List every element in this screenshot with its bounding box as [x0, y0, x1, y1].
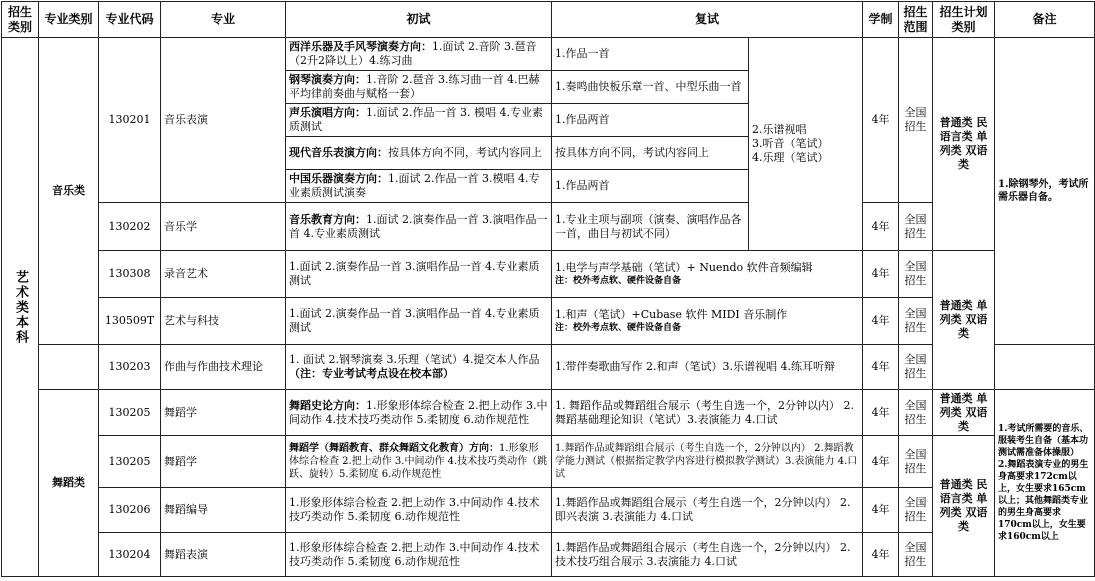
table-row — [2, 345, 1095, 390]
scope-cell: 全国招生 — [899, 251, 933, 298]
shared-retest-item: 3.听音（笔试） — [752, 137, 829, 150]
header-remark: 备注 — [995, 2, 1095, 38]
major-name: 音乐表演 — [161, 38, 286, 203]
table-row — [2, 390, 1095, 436]
scope-cell: 全国招生 — [899, 298, 933, 345]
prelim-cell — [286, 436, 552, 488]
prelim-text: 1.面试 2.作品一首 3. 模唱 4.专业素质测试 — [289, 106, 543, 133]
prelim-text: 按具体方向不同，考试内容同上 — [388, 146, 542, 159]
prelim-text: 1.形象形体综合检查 2.把上动作 3.中间动作 4.技术技巧类动作（跳跃、旋转）5.柔韧度 6.动作规范性 — [289, 443, 548, 480]
plan-type-cell: 普通类 民语言类 单列类 双语类 — [933, 436, 995, 577]
prelim-cell — [286, 137, 552, 170]
duration-cell: 4年 — [863, 488, 899, 533]
retest-cell: 1.舞蹈作品或舞蹈组合展示（考生自选一个，2分钟以内） 2.即兴表演 3.表演能力 4.口试 — [552, 488, 863, 533]
retest-cell: 1.奏鸣曲快板乐章一首、中型乐曲一首 — [552, 71, 749, 104]
prelim-cell — [286, 71, 552, 104]
scope-cell: 全国招生 — [899, 203, 933, 251]
plan-type-cell: 普通类 单列类 双语类 — [933, 390, 995, 436]
direction-label: 声乐演唱方向： — [289, 106, 366, 119]
prelim-cell — [286, 203, 552, 251]
retest-cell: 1. 舞蹈作品或舞蹈组合展示（考生自选一个，2分钟以内） 2.舞蹈基础理论知识（笔试）3.表演能力 4.口试 — [552, 390, 863, 436]
duration-cell: 4年 — [863, 345, 899, 390]
prelim-text: 1.面试 2.作品一首 3.模唱 4.专业素质测试演奏 — [289, 172, 540, 199]
plan-type-cell: 普通类 单列类 双语类 — [933, 251, 995, 390]
retest-cell: 1.专业主项与副项（演奏、演唱作品各一首，曲目与初试不同） — [552, 203, 749, 251]
prelim-cell — [286, 38, 552, 71]
prelim-cell: 1.面试 2.演奏作品一首 3.演唱作品一首 4.专业素质测试 — [286, 298, 552, 345]
code-cell: 130509T — [99, 298, 161, 345]
direction-label: 西洋乐器及手风琴演奏方向： — [289, 40, 432, 53]
admissions-table — [1, 1, 1095, 577]
prelim-note: （注：专业考试考点设在校本部） — [289, 367, 454, 380]
prelim-cell — [286, 390, 552, 436]
direction-label: 现代音乐表演方向： — [289, 146, 388, 159]
duration-cell: 4年 — [863, 298, 899, 345]
prelim-cell — [286, 104, 552, 137]
table-row — [2, 251, 1095, 298]
header-prelim: 初试 — [286, 2, 552, 38]
table-row — [2, 436, 1095, 488]
code-cell: 130205 — [99, 390, 161, 436]
table-row — [2, 203, 1095, 251]
direction-label: 舞蹈学（舞蹈教育、群众舞蹈文化教育）方向： — [289, 443, 499, 454]
header-plan-type: 招生计划类别 — [933, 2, 995, 38]
scope-cell: 全国招生 — [899, 488, 933, 533]
duration-cell: 4年 — [863, 436, 899, 488]
code-cell: 130203 — [99, 345, 161, 390]
header-major: 专业 — [161, 2, 286, 38]
remark-cell: 1.考试所需要的音乐、服装考生自备（基本功测试需准备体操服） 2.舞蹈表演专业的男生身高要求172cm以上，女生要求165cm以上；其他舞蹈类专业的男生身高要求170cm以上，女生要求160cm以上 — [995, 390, 1095, 577]
table-row — [2, 38, 1095, 71]
header-duration: 学制 — [863, 2, 899, 38]
prelim-text: 1.面试 2.音阶 3.琶音（2升2降以上）4.练习曲 — [289, 40, 537, 67]
major-type-music: 音乐类 — [39, 38, 99, 345]
shared-retest-item: 4.乐理（笔试） — [752, 151, 829, 164]
code-cell: 130206 — [99, 488, 161, 533]
major-name: 作曲与作曲技术理论 — [161, 345, 286, 390]
header-code: 专业代码 — [99, 2, 161, 38]
code-cell: 130205 — [99, 436, 161, 488]
prelim-cell: 1.形象形体综合检查 2.把上动作 3.中间动作 4.技术技巧类动作 5.柔韧度 6.动作规范性 — [286, 533, 552, 577]
retest-note: 注：校外考点软、硬件设备自备 — [555, 276, 682, 286]
scope-cell: 全国招生 — [899, 533, 933, 577]
major-name: 录音艺术 — [161, 251, 286, 298]
retest-cell: 1.作品两首 — [552, 104, 749, 137]
prelim-cell: 1.面试 2.演奏作品一首 3.演唱作品一首 4.专业素质测试 — [286, 251, 552, 298]
direction-label: 钢琴演奏方向： — [289, 73, 366, 86]
shared-retest-item: 2.乐谱视唱 — [752, 123, 807, 136]
header-scope: 招生范围 — [899, 2, 933, 38]
major-name: 音乐学 — [161, 203, 286, 251]
retest-cell — [552, 251, 863, 298]
prelim-text: 1.面试 2.演奏作品一首 3.演唱作品一首 4.专业素质测试 — [289, 212, 548, 240]
prelim-cell — [286, 170, 552, 203]
header-category: 招生类别 — [2, 2, 39, 38]
code-cell: 130308 — [99, 251, 161, 298]
code-cell: 130204 — [99, 533, 161, 577]
major-name: 舞蹈学 — [161, 390, 286, 436]
direction-label: 音乐教育方向： — [289, 212, 366, 226]
table-row — [2, 298, 1095, 345]
retest-cell: 按具体方向不同，考试内容同上 — [552, 137, 749, 170]
direction-label: 中国乐器演奏方向： — [289, 172, 388, 185]
direction-label: 舞蹈史论方向： — [289, 398, 366, 412]
major-name: 艺术与科技 — [161, 298, 286, 345]
retest-cell: 1.带伴奏歌曲写作 2.和声（笔试）3.乐谱视唱 4.练耳听辩 — [552, 345, 863, 390]
retest-note: 注：校外考点软、硬件设备自备 — [555, 323, 682, 333]
major-name: 舞蹈编导 — [161, 488, 286, 533]
header-major-type: 专业类别 — [39, 2, 99, 38]
table-header-row — [2, 2, 1095, 38]
scope-cell: 全国招生 — [899, 345, 933, 390]
scope-cell: 全国招生 — [899, 38, 933, 203]
duration-cell: 4年 — [863, 533, 899, 577]
major-name: 舞蹈学 — [161, 436, 286, 488]
major-type-dance: 舞蹈类 — [39, 390, 99, 577]
plan-type-cell: 普通类 民语言类 单列类 双语类 — [933, 38, 995, 251]
remark-empty — [995, 345, 1095, 390]
code-cell: 130202 — [99, 203, 161, 251]
header-retest: 复试 — [552, 2, 863, 38]
code-cell: 130201 — [99, 38, 161, 203]
remark-cell: 1.除钢琴外，考试所需乐器自备。 — [995, 38, 1095, 345]
retest-cell: 1.舞蹈作品或舞蹈组合展示（考生自选一个，2分钟以内） 2.舞蹈教学能力测试（根据指定教学内容进行模拟教学测试）3.表演能力 4.口试 — [552, 436, 863, 488]
retest-cell: 1.舞蹈作品或舞蹈组合展示（考生自选一个，2分钟以内） 2.技术技巧组合展示 3.表演能力 4.口试 — [552, 533, 863, 577]
prelim-text: 1.形象形体综合检查 2.把上动作 3.中间动作 4.技术技巧类动作 5.柔韧度 6.动作规范性 — [289, 398, 548, 426]
scope-cell: 全国招生 — [899, 436, 933, 488]
prelim-text: 1. 面试 2.钢琴演奏 3.乐理（笔试）4.提交本人作品 — [289, 353, 540, 366]
retest-cell — [552, 298, 863, 345]
duration-cell: 4年 — [863, 251, 899, 298]
table-row — [2, 533, 1095, 577]
prelim-text: 1.音阶 2.琶音 3.练习曲一首 4.巴赫平均律前奏曲与赋格一套） — [289, 73, 540, 100]
duration-cell: 4年 — [863, 203, 899, 251]
prelim-cell: 1.形象形体综合检查 2.把上动作 3.中间动作 4.技术技巧类动作 5.柔韧度 6.动作规范性 — [286, 488, 552, 533]
table-row — [2, 488, 1095, 533]
major-name: 舞蹈表演 — [161, 533, 286, 577]
duration-cell: 4年 — [863, 390, 899, 436]
category-cell: 艺术类本科 — [2, 38, 39, 577]
retest-cell: 1.作品一首 — [552, 38, 749, 71]
major-type-empty — [39, 345, 99, 390]
retest-cell: 1.作品两首 — [552, 170, 749, 203]
retest-text: 1.电学与声学基础（笔试）+ Nuendo 软件音频编辑 — [555, 261, 813, 274]
duration-cell: 4年 — [863, 38, 899, 203]
scope-cell: 全国招生 — [899, 390, 933, 436]
shared-retest-cell — [749, 38, 863, 251]
retest-text: 1.和声（笔试）+Cubase 软件 MIDI 音乐制作 — [555, 308, 788, 321]
prelim-cell — [286, 345, 552, 390]
